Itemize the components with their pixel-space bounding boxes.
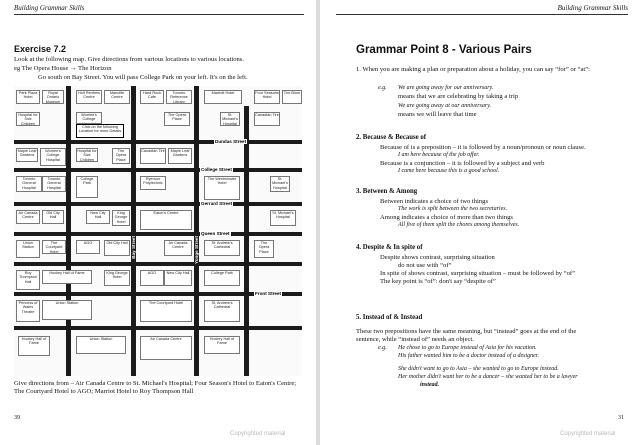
example-label: eg The Opera House xyxy=(14,65,69,72)
street-east xyxy=(244,106,249,376)
arrow-icon: → xyxy=(69,65,77,72)
header-rule xyxy=(14,14,304,15)
map-building[interactable]: The Opera Place xyxy=(254,240,274,258)
page-number: 31 xyxy=(618,415,624,421)
street-label-yonge: Yonge Street xyxy=(194,236,199,264)
example-sentence: His father wanted him to be a doctor instead of a designer. xyxy=(398,353,539,359)
example-sentence: All five of them split the chores among themselves. xyxy=(398,222,520,228)
street-bay xyxy=(131,86,136,376)
map-building[interactable]: St. Michael's Hospital xyxy=(270,210,296,226)
map-building[interactable]: AGO xyxy=(140,270,164,286)
rule-line: Because of is a preposition – it is followed by a noun/pronoun or noun clause. xyxy=(380,144,586,151)
street-university xyxy=(66,86,71,376)
map-building[interactable]: Hockey Hall of Fame xyxy=(42,270,92,284)
map-building[interactable]: Air Canada Centre xyxy=(16,210,40,224)
map-building[interactable]: Hard Rock Cafe xyxy=(140,90,164,104)
map-building[interactable]: Royal Ontario Museum xyxy=(42,90,64,104)
exercise-title: Exercise 7.2 xyxy=(14,44,67,54)
map-building[interactable]: The Courtyard Hotel xyxy=(42,240,66,254)
eg-label: e.g. xyxy=(378,345,387,351)
left-page xyxy=(0,0,316,445)
map-building[interactable]: Marriott Hotel xyxy=(204,90,242,104)
map-building[interactable]: Toronto General Hospital xyxy=(42,176,66,192)
rule-line: Because is a conjunction – it is followed by a subject and verb xyxy=(380,160,545,167)
example-sentence: The work is split between the two secretaries. xyxy=(398,206,508,212)
map-building[interactable]: Canadian Tire xyxy=(254,112,280,126)
street-front xyxy=(14,326,302,330)
rule-line: Among indicates a choice of more than two things xyxy=(380,214,513,221)
map-building[interactable]: The Opera Place xyxy=(112,148,130,164)
example-sentence: Her mother didn't want her to be a dancer – she wanted her to be a lawyer xyxy=(398,374,578,380)
map-building[interactable]: Women's College Hospital xyxy=(76,112,102,124)
map-building[interactable]: College Park xyxy=(76,176,98,198)
street-gerrard xyxy=(14,202,302,206)
section-3-title: 3. Between & Among xyxy=(356,188,418,195)
map-building[interactable]: Manulife Centre xyxy=(104,90,130,104)
copyright-note: Copyrighted material xyxy=(560,431,616,437)
section-4-title: 4. Despite & In spite of xyxy=(356,244,423,251)
street-queen xyxy=(14,262,302,266)
map-building[interactable]: AGO xyxy=(76,240,100,254)
example-destination: The Horizon xyxy=(78,65,112,72)
map-building[interactable]: Roy Thompson Hall xyxy=(16,270,40,290)
section-5-title: 5. Instead of & Instead xyxy=(356,314,423,321)
map-building[interactable]: St. Andrew's Cathedral xyxy=(204,300,240,322)
map-building[interactable]: The Opera Place xyxy=(164,112,190,126)
map-building[interactable]: Hockey Hall of Fame xyxy=(18,336,50,356)
rule-line: Despite shows contrast, surprising situation xyxy=(380,254,495,261)
example-line xyxy=(14,65,112,72)
street-label-wellesley: Dundas Street xyxy=(215,139,247,144)
map-building[interactable]: Union Station xyxy=(16,240,40,258)
rule-line: In spite of shows contrast, surprising situation – must be followed by “of” xyxy=(380,270,576,277)
map-building[interactable]: Old City Hall xyxy=(42,210,64,224)
section-2-title: 2. Because & Because of xyxy=(356,134,427,141)
example-sentence: I am here because of the job offer. xyxy=(398,152,480,158)
example-sentence: We are going away for our anniversary. xyxy=(398,85,494,91)
page-number: 39 xyxy=(14,415,20,421)
city-map[interactable] xyxy=(14,86,302,376)
example-meaning: means that we are celebrating by taking a trip xyxy=(398,93,519,100)
map-click-hint[interactable]: Click on the following Location for more Details xyxy=(76,124,124,138)
map-building[interactable]: Eaton's Centre xyxy=(140,210,192,230)
map-building[interactable]: Maple Leaf Gardens xyxy=(168,148,192,164)
running-head: Building Grammar Skills xyxy=(14,4,85,12)
running-head: Building Grammar Skills xyxy=(557,4,628,12)
street-yonge xyxy=(194,86,199,376)
map-building[interactable]: Union Station xyxy=(42,300,92,320)
grammar-point-title: Grammar Point 8 - Various Pairs xyxy=(356,44,532,56)
street-label-college: College Street xyxy=(201,167,232,172)
map-building[interactable]: The Courtyard Hotel xyxy=(140,300,192,322)
example-sentence: She didn't want to go to Asia – she wanted to go to Europe instead. xyxy=(398,366,559,372)
map-building[interactable]: Hospital for Sick Children xyxy=(16,112,40,126)
map-building[interactable]: King George Hotel xyxy=(104,270,130,286)
rule-line: The key point is “of”: don't say “despite of” xyxy=(380,278,496,285)
rule-line: sentence, while “instead of” needs an object. xyxy=(356,336,474,343)
map-building[interactable]: Canadian Tire xyxy=(140,148,166,164)
map-building[interactable]: St. Michael's Hospital xyxy=(220,112,240,126)
street-label-gerrard: Gerrard Street xyxy=(201,201,233,206)
street-label-front: Front Street xyxy=(255,291,282,296)
eg-label: e.g. xyxy=(378,85,387,91)
map-building[interactable]: New City Hall xyxy=(164,270,192,286)
map-building[interactable]: Park Plaza Hotel xyxy=(16,90,40,104)
example-sentence: instead. xyxy=(420,382,440,388)
map-building[interactable]: Air Canada Centre xyxy=(164,240,192,256)
map-building[interactable]: Ryerson Polytechnic xyxy=(140,176,166,190)
rule-line: do not use with “of” xyxy=(398,262,452,269)
map-building[interactable]: Toronto Reference Library xyxy=(166,90,192,104)
map-building[interactable]: Women's College Hospital xyxy=(40,148,66,166)
example-answer: Go south on Bay Street. You will pass College Park on your left. It's on the left. xyxy=(38,74,248,81)
map-building[interactable]: The Westminster Hotel xyxy=(204,176,240,200)
map-building[interactable]: St. Michael's Hospital xyxy=(270,176,290,192)
street-dundas xyxy=(14,232,302,236)
map-building[interactable]: Toronto General Hospital xyxy=(16,176,42,192)
map-building[interactable]: Princess of Wales Theatre xyxy=(16,300,40,322)
street-label-bay: Bay Street xyxy=(131,236,136,259)
map-building[interactable]: St. Andrew's Cathedral xyxy=(204,240,240,256)
example-sentence: We are going away at our anniversary. xyxy=(398,103,492,109)
map-building[interactable]: Hospital for Sick Children xyxy=(77,149,97,162)
map-building[interactable]: King George Hotel xyxy=(112,210,130,226)
example-sentence: I came here because this is a good school. xyxy=(398,168,500,174)
exercise-task: Give directions from – Air Canada Centre to St. Michael's Hospital; Four Season's Hotel to Eaton's Centre; The Courtyard Hotel to AGO; Marriot Hotel to Roy Thompson Hall xyxy=(14,380,297,396)
map-building[interactable]: College Park xyxy=(204,270,240,286)
street-wellesley xyxy=(14,140,302,144)
section-1-intro: 1. When you are making a plan or preparation about a holiday, you can say “for” or “at”: xyxy=(356,66,590,73)
map-building[interactable]: Hockey Hall of Fame xyxy=(204,336,240,354)
map-building[interactable]: New City Hall xyxy=(86,210,110,224)
exercise-instructions: Look at the following map. Give directions from various locations to various locations. xyxy=(14,56,245,63)
rule-line: Between indicates a choice of two things xyxy=(380,198,489,205)
street-label-queen: Queen Street xyxy=(201,231,230,236)
header-rule xyxy=(336,14,628,15)
map-building[interactable]: Holt Renfrew Centre xyxy=(76,90,102,104)
copyright-note: Copyrighted material xyxy=(230,431,286,437)
rule-line: These two prepositions have the same meaning, but “instead” goes at the end of the xyxy=(356,328,577,335)
street-college xyxy=(14,168,302,172)
map-building[interactable]: Four Seasons Hotel xyxy=(254,90,280,104)
map-building[interactable]: Air Canada Centre xyxy=(140,336,192,360)
example-meaning: means we will leave that time xyxy=(398,111,477,118)
map-building[interactable]: Maple Leaf Gardens xyxy=(16,148,38,162)
map-building[interactable]: Union Station xyxy=(76,336,126,354)
example-sentence: He chose to go to Europe instead of Asia for his vacation. xyxy=(398,345,537,351)
map-building[interactable]: Old City Hall xyxy=(104,240,130,256)
map-building[interactable]: The Bloor xyxy=(282,90,302,104)
